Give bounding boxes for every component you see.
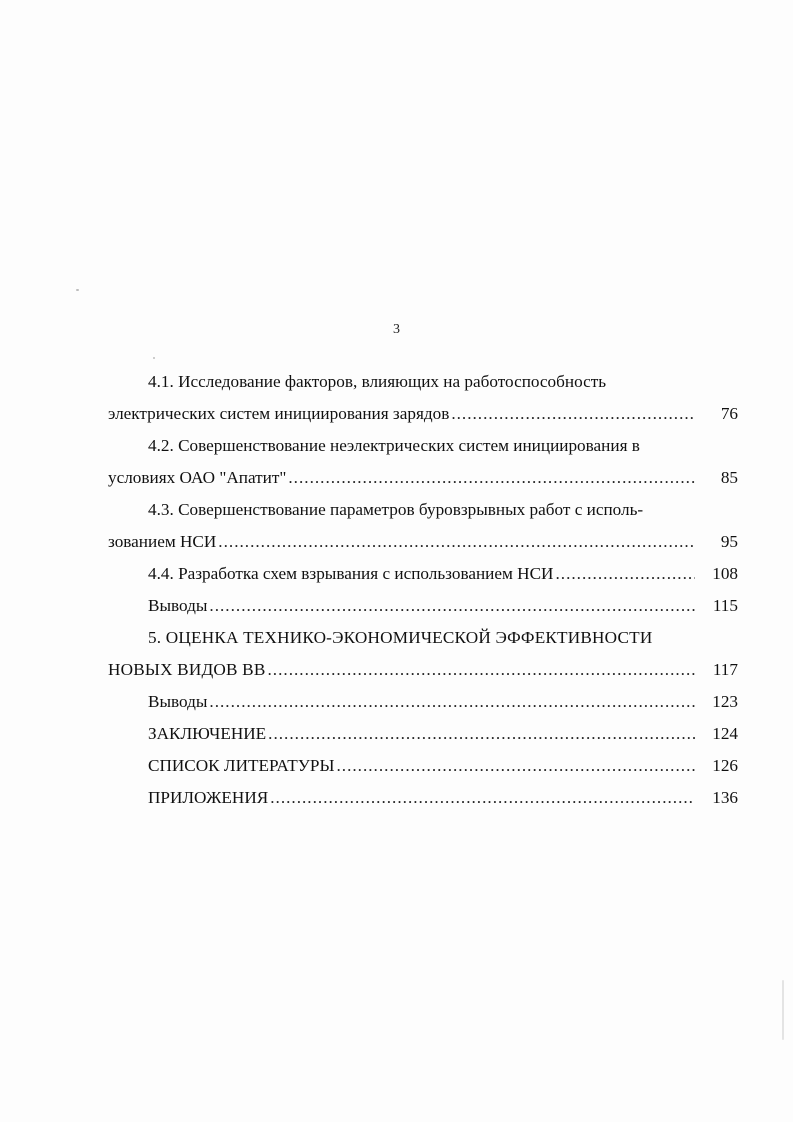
toc-entry-text: 5. ОЦЕНКА ТЕХНИКО-ЭКОНОМИЧЕСКОЙ ЭФФЕКТИВНОСТИ <box>148 628 653 647</box>
toc-entry-text: 4.3. Совершенствование параметров буровзрывных работ с исполь- <box>148 500 644 519</box>
toc-entry-conclusion <box>108 718 738 750</box>
toc-entry-text: ПРИЛОЖЕНИЯ <box>148 788 269 807</box>
dot-leader <box>288 462 695 494</box>
toc-entry-4-3-line-2 <box>108 526 738 558</box>
toc-entry-4-2-line-1 <box>108 430 738 462</box>
dot-leader <box>451 398 695 430</box>
dot-leader <box>218 526 695 558</box>
scan-speck <box>76 289 79 291</box>
toc-entry-4-3-line-1 <box>108 494 738 526</box>
table-of-contents <box>108 366 738 814</box>
toc-entry-conclusions-4 <box>108 590 738 622</box>
toc-entry-appendices <box>108 782 738 814</box>
toc-entry-4-1-line-2 <box>108 398 738 430</box>
dot-leader <box>268 654 696 686</box>
toc-entry-text: Выводы <box>148 692 208 711</box>
toc-entry-text: 4.2. Совершенствование неэлектрических систем инициирования в <box>148 436 640 455</box>
toc-entry-conclusions-5 <box>108 686 738 718</box>
toc-page-number: 85 <box>720 468 738 487</box>
toc-entry-text: 4.1. Исследование факторов, влияющих на работоспособность <box>148 372 607 391</box>
toc-entry-4-1-line-1 <box>108 366 738 398</box>
toc-entry-4-4 <box>108 558 738 590</box>
toc-page-number: 117 <box>712 660 738 679</box>
toc-entry-5-line-2 <box>108 654 738 686</box>
toc-entry-5-line-1 <box>108 622 738 654</box>
toc-entry-text: 4.4. Разработка схем взрывания с использованием НСИ <box>148 564 554 583</box>
toc-entry-text: СПИСОК ЛИТЕРАТУРЫ <box>148 756 335 775</box>
toc-page-number: 124 <box>712 724 738 743</box>
toc-entry-references <box>108 750 738 782</box>
toc-entry-text: НОВЫХ ВИДОВ ВВ <box>108 660 266 679</box>
dot-leader <box>209 686 695 718</box>
toc-page-number: 123 <box>712 692 738 711</box>
toc-entry-text: условиях ОАО "Апатит" <box>108 468 287 487</box>
toc-entry-text: Выводы <box>148 596 208 615</box>
scan-speck <box>782 980 784 1040</box>
toc-page-number: 136 <box>712 788 738 807</box>
toc-page-number: 108 <box>712 564 738 583</box>
toc-page-number: 95 <box>720 532 738 551</box>
page-number: 3 <box>393 322 400 337</box>
toc-entry-text: зованием НСИ <box>108 532 217 551</box>
toc-page-number: 76 <box>720 404 738 423</box>
dot-leader <box>270 782 695 814</box>
dot-leader <box>336 750 695 782</box>
dot-leader <box>268 718 695 750</box>
toc-entry-4-2-line-2 <box>108 462 738 494</box>
toc-entry-text: электрических систем инициирования зарядов <box>108 404 450 423</box>
scan-speck <box>153 357 155 359</box>
toc-page-number: 126 <box>712 756 738 775</box>
toc-entry-text: ЗАКЛЮЧЕНИЕ <box>148 724 267 743</box>
dot-leader <box>555 558 695 590</box>
toc-page-number: 115 <box>712 596 738 615</box>
dot-leader <box>209 590 695 622</box>
